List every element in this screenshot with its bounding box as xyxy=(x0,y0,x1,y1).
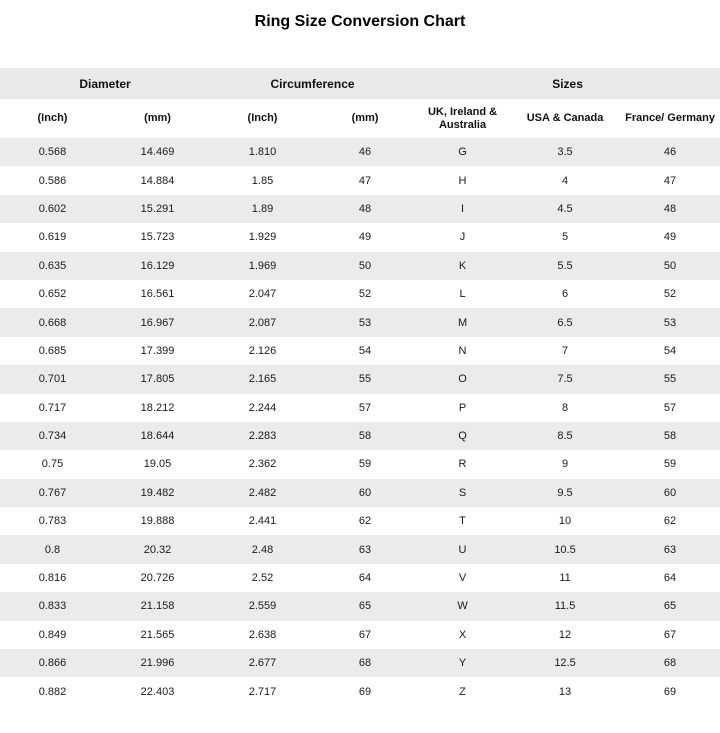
table-cell: 65 xyxy=(358,600,372,613)
table-cell: 3.5 xyxy=(557,146,573,159)
table-cell: 17.805 xyxy=(140,373,175,386)
table-cell: V xyxy=(458,572,467,585)
table-cell: H xyxy=(458,174,467,187)
table-cell: 18.644 xyxy=(140,430,175,443)
table-cell: 46 xyxy=(663,146,677,159)
table-cell: I xyxy=(461,202,465,215)
table-cell: 2.717 xyxy=(248,685,277,698)
table-cell: 1.89 xyxy=(251,202,274,215)
table-cell: Z xyxy=(459,685,466,698)
table-cell: M xyxy=(457,316,468,329)
group-header-diameter: Diameter xyxy=(0,68,210,99)
table-cell: J xyxy=(459,231,466,244)
table-cell: 0.783 xyxy=(38,515,67,528)
table-cell: 2.559 xyxy=(248,600,277,613)
table-cell: 0.816 xyxy=(38,572,67,585)
table-cell: 54 xyxy=(663,344,677,357)
table-cell: 0.652 xyxy=(38,288,67,301)
table-cell: 2.52 xyxy=(251,572,274,585)
table-cell: 0.668 xyxy=(38,316,67,329)
table-cell: 22.403 xyxy=(140,685,175,698)
table-cell: 11 xyxy=(559,572,571,585)
table-cell: 50 xyxy=(663,259,677,272)
table-row xyxy=(0,649,720,677)
table-row xyxy=(0,223,720,251)
table-group-header-row xyxy=(0,68,720,99)
table-column-header-row xyxy=(0,99,720,138)
table-cell: 2.283 xyxy=(248,430,277,443)
table-cell: 0.734 xyxy=(38,430,67,443)
table-row xyxy=(0,507,720,535)
table-cell: 19.482 xyxy=(140,486,175,499)
table-row xyxy=(0,195,720,223)
table-cell: 64 xyxy=(358,572,372,585)
table-cell: 10 xyxy=(558,515,572,528)
table-cell: 57 xyxy=(358,401,372,414)
table-cell: 60 xyxy=(663,486,677,499)
table-cell: 4 xyxy=(561,174,569,187)
table-cell: 0.568 xyxy=(38,146,67,159)
table-cell: 65 xyxy=(663,600,677,613)
table-cell: 69 xyxy=(358,685,372,698)
table-cell: 21.158 xyxy=(140,600,175,613)
table-cell: 2.441 xyxy=(248,515,277,528)
table-cell: 68 xyxy=(358,657,372,670)
table-cell: 10.5 xyxy=(554,543,576,556)
table-cell: 1.85 xyxy=(251,174,274,187)
table-cell: 2.482 xyxy=(248,486,277,499)
table-cell: 59 xyxy=(358,458,372,471)
table-cell: 20.726 xyxy=(140,572,175,585)
table-cell: 15.291 xyxy=(140,202,175,215)
table-cell: 2.126 xyxy=(248,344,277,357)
table-cell: G xyxy=(458,146,467,159)
table-cell: 0.701 xyxy=(38,373,67,386)
table-cell: 47 xyxy=(358,174,372,187)
table-cell: 49 xyxy=(358,231,372,244)
table-cell: 2.677 xyxy=(248,657,277,670)
column-header-label: (mm) xyxy=(144,112,171,124)
table-cell: 0.882 xyxy=(38,685,67,698)
table-cell: 50 xyxy=(358,259,372,272)
table-cell: 0.685 xyxy=(38,344,67,357)
table-cell: 7.5 xyxy=(557,373,573,386)
table-cell: 49 xyxy=(663,231,677,244)
table-cell: 7 xyxy=(561,344,569,357)
table-cell: 17.399 xyxy=(140,344,175,357)
table-row xyxy=(0,252,720,280)
table-row xyxy=(0,592,720,620)
table-cell: 16.129 xyxy=(140,259,175,272)
table-row xyxy=(0,450,720,478)
table-row xyxy=(0,535,720,563)
table-cell: 16.967 xyxy=(140,316,175,329)
table-cell: W xyxy=(457,600,468,613)
table-cell: 21.565 xyxy=(140,628,175,641)
table-cell: 0.717 xyxy=(38,401,67,414)
column-header-diameter-inch xyxy=(0,99,105,138)
table-cell: U xyxy=(458,543,467,556)
column-header-label: France/ Germany xyxy=(625,112,715,124)
column-header-circumference-mm xyxy=(315,99,415,138)
table-cell: 2.047 xyxy=(248,288,277,301)
table-cell: 48 xyxy=(663,202,677,215)
column-header-label: USA & Canada xyxy=(526,112,604,124)
column-header-usa-canada xyxy=(510,99,620,138)
group-header-sizes: Sizes xyxy=(415,68,720,99)
table-cell: 14.884 xyxy=(140,174,175,187)
table-cell: 0.866 xyxy=(38,657,67,670)
table-cell: 2.362 xyxy=(248,458,277,471)
column-header-label: (Inch) xyxy=(247,112,278,124)
table-cell: 52 xyxy=(358,288,372,301)
table-row xyxy=(0,564,720,592)
table-cell: 15.723 xyxy=(140,231,175,244)
column-header-uk-ireland-australia xyxy=(415,99,510,138)
table-cell: 67 xyxy=(358,628,372,641)
table-row xyxy=(0,677,720,705)
table-cell: 46 xyxy=(358,146,372,159)
table-cell: 54 xyxy=(358,344,372,357)
table-cell: 6.5 xyxy=(557,316,573,329)
table-cell: K xyxy=(458,259,467,272)
table-cell: 52 xyxy=(663,288,677,301)
table-cell: 1.929 xyxy=(248,231,277,244)
table-cell: S xyxy=(458,486,467,499)
table-cell: 53 xyxy=(663,316,677,329)
column-header-label: (Inch) xyxy=(37,112,68,124)
table-cell: 62 xyxy=(358,515,372,528)
table-cell: 0.767 xyxy=(38,486,67,499)
table-cell: R xyxy=(458,458,467,471)
column-header-diameter-mm xyxy=(105,99,210,138)
column-header-circumference-inch xyxy=(210,99,315,138)
table-cell: 12 xyxy=(558,628,572,641)
table-row xyxy=(0,308,720,336)
table-row xyxy=(0,394,720,422)
ring-size-conversion-table xyxy=(0,68,720,706)
table-cell: 0.8 xyxy=(44,543,61,556)
table-cell: 2.48 xyxy=(251,543,274,556)
table-body xyxy=(0,138,720,706)
table-cell: 55 xyxy=(663,373,677,386)
table-cell: 9 xyxy=(561,458,569,471)
table-cell: 0.75 xyxy=(41,458,64,471)
table-cell: 58 xyxy=(663,430,677,443)
table-cell: 4.5 xyxy=(557,202,573,215)
table-row xyxy=(0,166,720,194)
page-title: Ring Size Conversion Chart xyxy=(254,13,466,30)
table-cell: 0.619 xyxy=(38,231,67,244)
table-cell: 47 xyxy=(663,174,677,187)
column-header-label: (mm) xyxy=(351,112,379,124)
table-cell: 59 xyxy=(663,458,677,471)
table-cell: 53 xyxy=(358,316,372,329)
table-row xyxy=(0,621,720,649)
table-cell: Y xyxy=(458,657,467,670)
table-row xyxy=(0,280,720,308)
table-cell: 2.165 xyxy=(248,373,277,386)
table-cell: 9.5 xyxy=(557,486,573,499)
table-cell: N xyxy=(458,344,467,357)
table-cell: 19.888 xyxy=(140,515,175,528)
table-cell: 0.635 xyxy=(38,259,67,272)
table-cell: 63 xyxy=(358,543,372,556)
table-cell: 67 xyxy=(663,628,677,641)
group-header-circumference: Circumference xyxy=(210,68,415,99)
table-cell: 20.32 xyxy=(143,543,172,556)
table-cell: 64 xyxy=(663,572,677,585)
table-cell: 6 xyxy=(561,288,569,301)
table-cell: 48 xyxy=(358,202,372,215)
table-cell: 69 xyxy=(663,685,677,698)
table-cell: L xyxy=(459,288,466,301)
table-cell: 60 xyxy=(358,486,372,499)
table-cell: 0.849 xyxy=(38,628,67,641)
table-cell: 11.5 xyxy=(554,600,576,613)
table-row xyxy=(0,337,720,365)
table-cell: 55 xyxy=(358,373,372,386)
table-cell: 5 xyxy=(561,231,569,244)
table-cell: 0.586 xyxy=(38,174,67,187)
table-cell: 0.602 xyxy=(38,202,67,215)
table-cell: 1.810 xyxy=(248,146,277,159)
table-cell: 1.969 xyxy=(248,259,277,272)
table-row xyxy=(0,479,720,507)
table-cell: 5.5 xyxy=(557,259,573,272)
table-cell: 21.996 xyxy=(140,657,175,670)
table-row xyxy=(0,365,720,393)
table-cell: X xyxy=(458,628,467,641)
table-cell: 68 xyxy=(663,657,677,670)
table-cell: 13 xyxy=(558,685,572,698)
table-cell: 63 xyxy=(663,543,677,556)
table-cell: 2.244 xyxy=(248,401,277,414)
table-cell: P xyxy=(458,401,467,414)
table-cell: 62 xyxy=(663,515,677,528)
table-cell: 2.638 xyxy=(248,628,277,641)
table-cell: 12.5 xyxy=(554,657,576,670)
table-cell: 19.05 xyxy=(143,458,172,471)
table-cell: 58 xyxy=(358,430,372,443)
column-header-label: UK, Ireland & Australia xyxy=(427,105,498,131)
table-cell: 14.469 xyxy=(140,146,175,159)
table-cell: Q xyxy=(458,430,467,443)
table-cell: 0.833 xyxy=(38,600,67,613)
table-cell: 8 xyxy=(561,401,569,414)
table-cell: 8.5 xyxy=(557,430,573,443)
table-cell: 57 xyxy=(663,401,677,414)
table-cell: O xyxy=(458,373,467,386)
table-cell: 2.087 xyxy=(248,316,277,329)
table-row xyxy=(0,138,720,166)
table-cell: 18.212 xyxy=(140,401,175,414)
table-row xyxy=(0,422,720,450)
table-cell: 16.561 xyxy=(140,288,175,301)
table-cell: T xyxy=(459,515,466,528)
column-header-france-germany xyxy=(620,99,720,138)
